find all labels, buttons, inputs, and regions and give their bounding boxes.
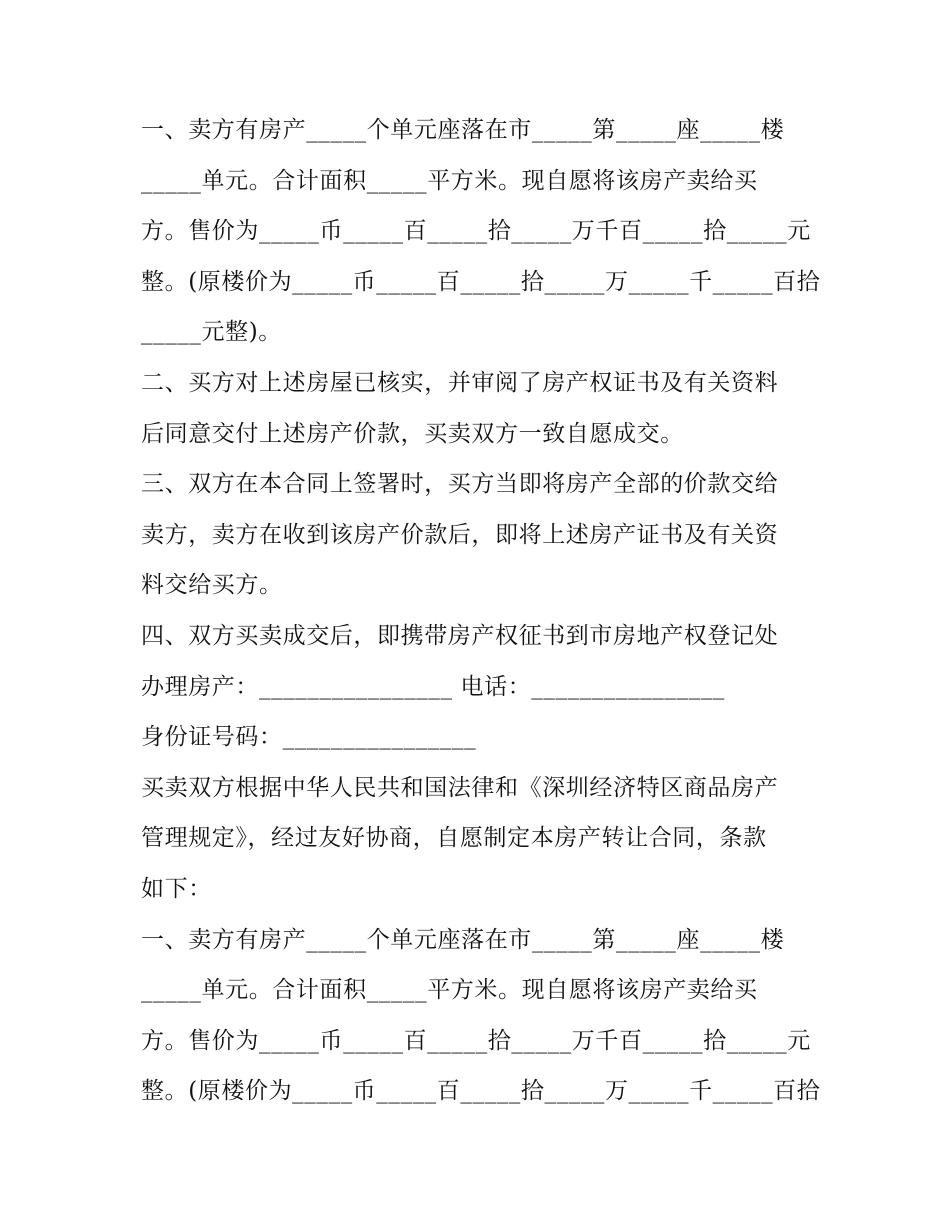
clause-1-repeat-line-4: 整。(原楼价为_____币_____百_____拾_____万_____千_____百拾 xyxy=(141,1078,821,1104)
clause-3-line-1: 三、双方在本合同上签署时，买方当即将房产全部的价款交给 xyxy=(141,471,779,497)
preamble-line-3: 如下： xyxy=(141,876,212,902)
clause-1-repeat-line-1: 一、卖方有房产_____个单元座落在市_____第_____座_____楼 xyxy=(141,927,785,953)
preamble-line-2: 管理规定》，经过友好协商，自愿制定本房产转让合同，条款 xyxy=(141,825,767,851)
clause-1-line-4: 整。(原楼价为_____币_____百_____拾_____万_____千_____百拾 xyxy=(141,269,821,295)
clause-4-line-1: 四、双方买卖成交后，即携带房产权征书到市房地产权登记处 xyxy=(141,623,779,649)
clause-2-line-2: 后同意交付上述房产价款，买卖双方一致自愿成交。 xyxy=(141,421,684,447)
clause-2-line-1: 二、买方对上述房屋已核实，并审阅了房产权证书及有关资料 xyxy=(141,370,779,396)
clause-1-repeat-line-2: _____单元。合计面积_____平方米。现自愿将该房产卖给买 xyxy=(141,977,758,1003)
clause-4-line-2: 办理房产：________________ 电话：________________ xyxy=(141,674,725,700)
clause-1-line-3: 方。售价为_____币_____百_____拾_____万千百_____拾_____元 xyxy=(141,218,811,244)
id-number-line: 身份证号码：________________ xyxy=(141,724,477,750)
preamble-line-1: 买卖双方根据中华人民共和国法律和《深圳经济特区商品房产 xyxy=(141,775,779,801)
clause-3-line-3: 料交给买方。 xyxy=(141,572,283,598)
clause-1-line-1: 一、卖方有房产_____个单元座落在市_____第_____座_____楼 xyxy=(141,117,785,143)
clause-1-repeat-line-3: 方。售价为_____币_____百_____拾_____万千百_____拾_____元 xyxy=(141,1028,811,1054)
clause-1-line-2: _____单元。合计面积_____平方米。现自愿将该房产卖给买 xyxy=(141,168,758,194)
clause-1-line-5: _____元整)。 xyxy=(141,319,282,345)
clause-3-line-2: 卖方，卖方在收到该房产价款后，即将上述房产证书及有关资 xyxy=(141,522,779,548)
